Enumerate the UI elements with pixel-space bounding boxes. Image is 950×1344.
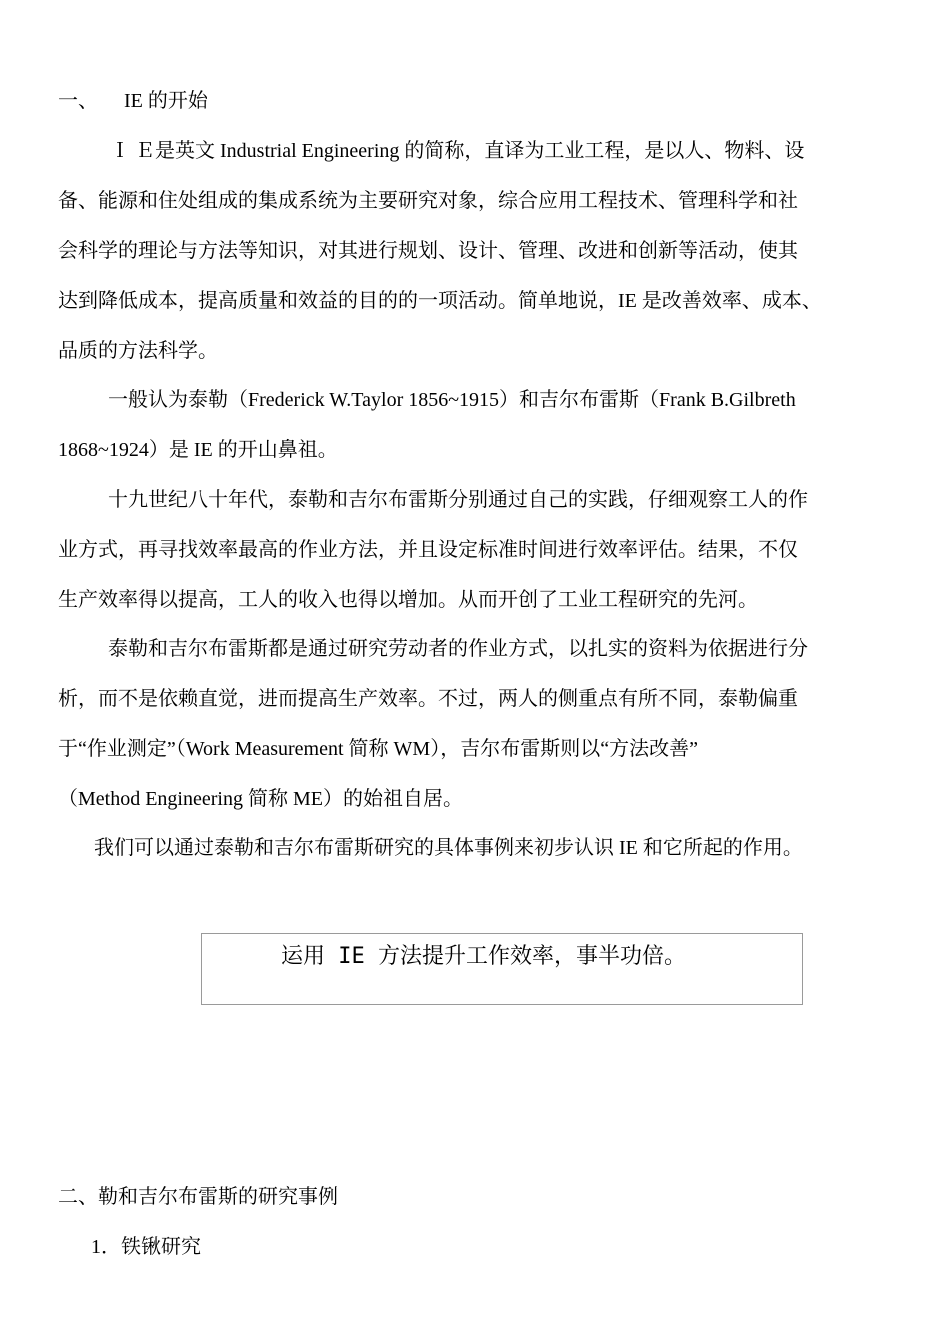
paragraph-4-line-2: 析，而不是依赖直觉，进而提高生产效率。不过，两人的侧重点有所不同，泰勒偏重 [58,688,798,710]
section-1-heading [58,89,208,113]
paragraph-2-line-1: 一般认为泰勒（Frederick W.Taylor 1856~1915）和吉尔布雷斯（Frank B.Gilbreth [108,389,796,411]
section-2-subitem: 1．铁锹研究 [91,1236,201,1258]
paragraph-2-line-2: 1868~1924）是 IE 的开山鼻祖。 [58,439,338,461]
section-1-title: IE 的开始 [124,90,208,112]
paragraph-1-line-4: 达到降低成本，提高质量和效益的目的的一项活动。简单地说，IE 是改善效率、成本、 [58,290,822,312]
paragraph-3-line-2: 业方式，再寻找效率最高的作业方法，并且设定标准时间进行效率评估。结果，不仅 [58,539,798,561]
callout-box [201,933,803,1005]
paragraph-4-line-1: 泰勒和吉尔布雷斯都是通过研究劳动者的作业方式，以扎实的资料为依据进行分 [108,638,808,660]
paragraph-3-line-3: 生产效率得以提高，工人的收入也得以增加。从而开创了工业工程研究的先河。 [58,589,758,611]
callout-text: 运用 IE 方法提升工作效率，事半功倍。 [281,944,686,969]
paragraph-1-line-5: 品质的方法科学。 [58,340,218,362]
paragraph-1-line-2: 备、能源和住处组成的集成系统为主要研究对象，综合应用工程技术、管理科学和社 [58,190,798,212]
paragraph-4-line-4: （Method Engineering 简称 ME）的始祖自居。 [58,788,463,810]
paragraph-4-line-3: 于“作业测定”（Work Measurement 简称 WM），吉尔布雷斯则以“方法改善” [58,738,698,760]
section-1-marker: 一、 [58,90,98,112]
paragraph-5-line-1: 我们可以通过泰勒和吉尔布雷斯研究的具体事例来初步认识 IE 和它所起的作用。 [94,837,803,859]
paragraph-3-line-1: 十九世纪八十年代，泰勒和吉尔布雷斯分别通过自己的实践，仔细观察工人的作 [108,489,808,511]
paragraph-1-line-1: Ｉ Ｅ是英文 Industrial Engineering 的简称，直译为工业工程，是以人、物料、设 [110,140,805,162]
paragraph-1-line-3: 会科学的理论与方法等知识，对其进行规划、设计、管理、改进和创新等活动，使其 [58,240,798,262]
section-2-heading: 二、勒和吉尔布雷斯的研究事例 [58,1186,338,1208]
